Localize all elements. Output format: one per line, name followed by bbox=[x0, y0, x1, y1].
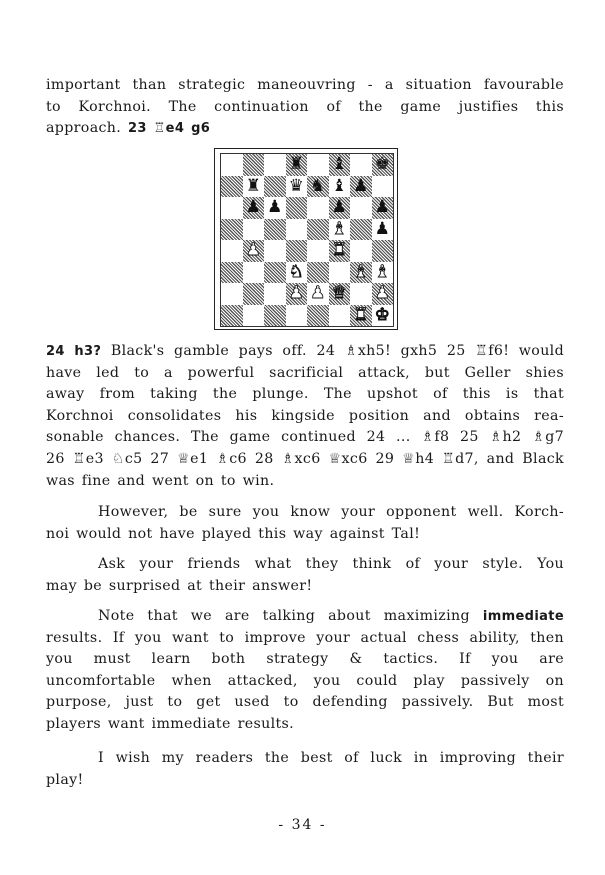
text-span: Note that we are talking about maximizing bbox=[98, 608, 483, 624]
black-rook-icon: ♜ bbox=[245, 175, 261, 196]
paragraph-opponent bbox=[46, 502, 564, 545]
white-bishop-icon: ♝ bbox=[353, 261, 369, 282]
board-square bbox=[286, 283, 308, 305]
text-line: play! bbox=[46, 771, 84, 788]
text-line: important than strategic maneouvring - a situation favourable bbox=[46, 77, 564, 93]
move-notation: 24 h3? bbox=[46, 344, 102, 359]
board-square bbox=[329, 219, 351, 241]
text-line: purpose, just to get used to defending passively. But most bbox=[46, 694, 564, 711]
board-square bbox=[372, 154, 394, 176]
board-square bbox=[221, 176, 243, 198]
white-bishop-icon: ♝ bbox=[331, 218, 347, 239]
board-square bbox=[243, 154, 265, 176]
text-line: Ask your friends what they think of your style. You bbox=[98, 556, 564, 572]
text-line: I wish my readers the best of luck in improving their bbox=[98, 750, 564, 766]
text-line: away from taking the plunge. The upshot of this is that bbox=[46, 386, 564, 403]
board-square bbox=[350, 176, 372, 198]
white-king-icon: ♚ bbox=[374, 304, 390, 325]
white-pawn-icon: ♟ bbox=[288, 283, 304, 304]
board-square bbox=[350, 154, 372, 176]
board-square bbox=[329, 305, 351, 327]
board-square bbox=[350, 219, 372, 241]
board-square bbox=[372, 219, 394, 241]
text-line bbox=[46, 341, 564, 363]
board-square bbox=[264, 240, 286, 262]
paragraph-analysis bbox=[46, 341, 564, 492]
board-square bbox=[286, 219, 308, 241]
board-square bbox=[307, 283, 329, 305]
board-square bbox=[329, 154, 351, 176]
board-square bbox=[264, 262, 286, 284]
chess-board bbox=[220, 153, 394, 327]
black-pawn-icon: ♟ bbox=[267, 197, 283, 218]
board-square bbox=[264, 305, 286, 327]
text-line: have led to a powerful sacrificial attack, but Geller shies bbox=[46, 364, 564, 381]
board-square bbox=[329, 197, 351, 219]
white-rook-icon: ♜ bbox=[331, 240, 347, 261]
black-pawn-icon: ♟ bbox=[374, 197, 390, 218]
text-line: you must learn both strategy & tactics. If you are bbox=[46, 651, 564, 668]
board-square bbox=[307, 176, 329, 198]
paragraph-immediate bbox=[46, 606, 564, 736]
board-square bbox=[286, 197, 308, 219]
white-knight-icon: ♞ bbox=[288, 261, 304, 282]
board-square bbox=[243, 305, 265, 327]
board-square bbox=[243, 176, 265, 198]
black-bishop-icon: ♝ bbox=[331, 154, 347, 175]
board-square bbox=[372, 240, 394, 262]
text-line: noi would not have played this way against Tal! bbox=[46, 525, 421, 542]
text-span: approach. bbox=[46, 120, 129, 137]
board-square bbox=[243, 219, 265, 241]
black-knight-icon: ♞ bbox=[310, 175, 326, 196]
paragraph-intro bbox=[46, 75, 564, 140]
page-number: - 34 - bbox=[278, 817, 327, 833]
board-square bbox=[329, 262, 351, 284]
board-square bbox=[307, 197, 329, 219]
board-square bbox=[286, 240, 308, 262]
black-pawn-icon: ♟ bbox=[353, 175, 369, 196]
board-square bbox=[264, 197, 286, 219]
text-line: was fine and went on to win. bbox=[46, 472, 275, 489]
board-square bbox=[264, 283, 286, 305]
board-square bbox=[307, 305, 329, 327]
white-pawn-icon: ♟ bbox=[310, 283, 326, 304]
paragraph-closing bbox=[46, 748, 564, 791]
chess-diagram bbox=[214, 148, 398, 330]
board-square bbox=[372, 283, 394, 305]
board-square bbox=[221, 219, 243, 241]
text-line bbox=[46, 606, 564, 628]
black-rook-icon: ♜ bbox=[288, 154, 304, 175]
text-line: sonable chances. The game continued 24 ... ♗f8 25 ♗h2 ♗g7 bbox=[46, 429, 564, 446]
text-line: players want immediate results. bbox=[46, 715, 295, 732]
board-square bbox=[264, 219, 286, 241]
board-square bbox=[329, 283, 351, 305]
black-pawn-icon: ♟ bbox=[331, 197, 347, 218]
white-pawn-icon: ♟ bbox=[245, 240, 261, 261]
board-square bbox=[350, 197, 372, 219]
board-square bbox=[264, 154, 286, 176]
board-square bbox=[350, 240, 372, 262]
board-square bbox=[350, 262, 372, 284]
text-line: results. If you want to improve your actual chess ability, then bbox=[46, 629, 564, 646]
white-pawn-icon: ♟ bbox=[374, 283, 390, 304]
board-square bbox=[307, 262, 329, 284]
board-square bbox=[286, 305, 308, 327]
white-queen-icon: ♛ bbox=[331, 283, 347, 304]
board-square bbox=[350, 283, 372, 305]
board-square bbox=[243, 240, 265, 262]
white-rook-icon: ♜ bbox=[353, 304, 369, 325]
board-square bbox=[243, 197, 265, 219]
text-line: uncomfortable when attacked, you could play passively on bbox=[46, 672, 564, 689]
board-square bbox=[372, 305, 394, 327]
board-square bbox=[372, 197, 394, 219]
text-line: Korchnoi consolidates his kingside position and obtains rea- bbox=[46, 407, 564, 424]
board-square bbox=[372, 176, 394, 198]
board-square bbox=[307, 240, 329, 262]
black-bishop-icon: ♝ bbox=[331, 175, 347, 196]
black-pawn-icon: ♟ bbox=[374, 218, 390, 239]
text-line bbox=[46, 118, 564, 140]
board-square bbox=[286, 262, 308, 284]
board-square bbox=[221, 197, 243, 219]
board-square bbox=[221, 283, 243, 305]
board-square bbox=[221, 262, 243, 284]
board-square bbox=[286, 176, 308, 198]
text-line: However, be sure you know your opponent well. Korch- bbox=[98, 504, 564, 520]
board-square bbox=[221, 305, 243, 327]
black-pawn-icon: ♟ bbox=[245, 197, 261, 218]
board-square bbox=[307, 154, 329, 176]
board-square bbox=[243, 283, 265, 305]
board-square bbox=[286, 154, 308, 176]
paragraph-style bbox=[46, 554, 564, 597]
white-bishop-icon: ♝ bbox=[374, 261, 390, 282]
board-square bbox=[329, 240, 351, 262]
move-notation: 23 ♖e4 g6 bbox=[128, 121, 211, 137]
black-queen-icon: ♛ bbox=[288, 175, 304, 196]
text-span: Black's gamble pays off. 24 ♗xh5! gxh5 25 ♖f6! would bbox=[101, 343, 565, 359]
board-square bbox=[221, 240, 243, 262]
board-square bbox=[264, 176, 286, 198]
emphasis-text: immediate bbox=[482, 609, 564, 624]
text-line: may be surprised at their answer! bbox=[46, 577, 313, 594]
board-square bbox=[307, 219, 329, 241]
board-square bbox=[350, 305, 372, 327]
black-king-icon: ♚ bbox=[374, 154, 390, 175]
board-square bbox=[329, 176, 351, 198]
board-square bbox=[221, 154, 243, 176]
board-square bbox=[372, 262, 394, 284]
board-square bbox=[243, 262, 265, 284]
text-line: to Korchnoi. The continuation of the game justifies this bbox=[46, 98, 564, 115]
text-line: 26 ♖e3 ♘c5 27 ♕e1 ♗c6 28 ♗xc6 ♕xc6 29 ♕h4 ♖d7, and Black bbox=[46, 450, 564, 467]
